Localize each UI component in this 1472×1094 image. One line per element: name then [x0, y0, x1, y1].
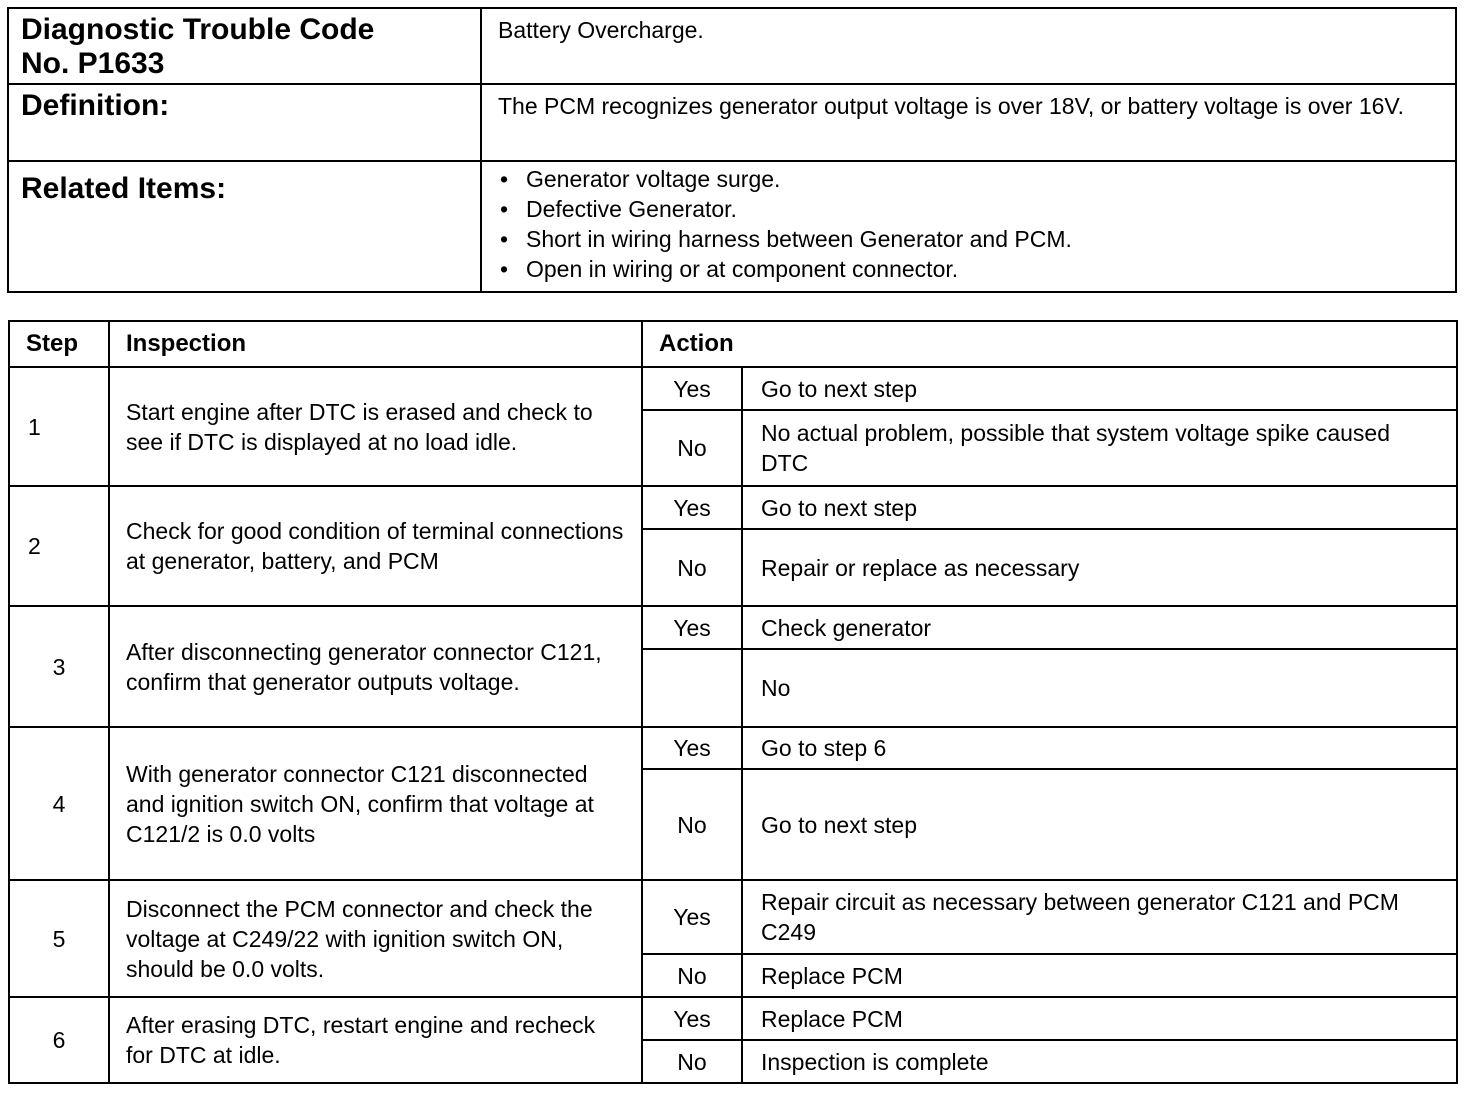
inspection-column-header: Inspection: [109, 321, 642, 367]
related-items-list: [498, 164, 1439, 284]
related-items-cell: [481, 161, 1456, 292]
dtc-code-label-line1: Diagnostic Trouble Code: [21, 13, 375, 46]
related-item: • Generator voltage surge.: [498, 164, 1439, 194]
no-action: Inspection is complete: [742, 1040, 1457, 1083]
inspection-text: With generator connector C121 disconnected and ignition switch ON, confirm that voltage at C121/2 is 0.0 volts: [109, 727, 642, 880]
step-column-header: Step: [9, 321, 109, 367]
inspection-text: After disconnecting generator connector C121, confirm that generator outputs voltage.: [109, 606, 642, 727]
yes-action: Go to next step: [742, 486, 1457, 529]
yes-label: Yes: [642, 727, 742, 769]
related-item: • Open in wiring or at component connector.: [498, 254, 1439, 284]
inspection-text: Check for good condition of terminal connections at generator, battery, and PCM: [109, 486, 642, 606]
related-item: • Defective Generator.: [498, 194, 1439, 224]
yes-label: Yes: [642, 486, 742, 529]
dtc-info-table: [7, 7, 1457, 293]
step-number: 3: [9, 606, 109, 727]
related-items-row: [8, 161, 1456, 292]
definition-value: The PCM recognizes generator output voltage is over 18V, or battery voltage is over 16V.: [481, 84, 1456, 161]
related-items-label: Related Items:: [8, 161, 481, 292]
no-action: Repair or replace as necessary: [742, 529, 1457, 606]
steps-header-row: [9, 321, 1457, 367]
no-label: No: [642, 769, 742, 880]
table-row: [9, 727, 1457, 769]
no-action: No actual problem, possible that system voltage spike caused DTC: [742, 410, 1457, 486]
no-label: [642, 649, 742, 727]
yes-label: Yes: [642, 880, 742, 954]
definition-label: Definition:: [8, 84, 481, 161]
dtc-code-label-line2: No. P1633: [21, 47, 165, 80]
table-row: [9, 367, 1457, 410]
dtc-code-value: Battery Overcharge.: [481, 8, 1456, 84]
dtc-code-row: [8, 8, 1456, 84]
inspection-text: After erasing DTC, restart engine and recheck for DTC at idle.: [109, 997, 642, 1083]
inspection-text: Disconnect the PCM connector and check the voltage at C249/22 with ignition switch ON, should be 0.0 volts.: [109, 880, 642, 997]
step-number: 4: [9, 727, 109, 880]
action-column-header: Action: [642, 321, 1457, 367]
step-number: 6: [9, 997, 109, 1083]
no-label: No: [642, 1040, 742, 1083]
yes-label: Yes: [642, 606, 742, 649]
steps-table: [8, 320, 1458, 1084]
yes-action: Go to next step: [742, 367, 1457, 410]
yes-action: Check generator: [742, 606, 1457, 649]
related-item: • Short in wiring harness between Generator and PCM.: [498, 224, 1439, 254]
no-label: No: [642, 410, 742, 486]
no-action: Go to next step: [742, 769, 1457, 880]
step-number: 1: [9, 367, 109, 486]
yes-action: Repair circuit as necessary between generator C121 and PCM C249: [742, 880, 1457, 954]
yes-action: Replace PCM: [742, 997, 1457, 1040]
yes-label: Yes: [642, 367, 742, 410]
definition-row: [8, 84, 1456, 161]
step-number: 5: [9, 880, 109, 997]
table-row: [9, 997, 1457, 1040]
no-label: No: [642, 529, 742, 606]
yes-label: Yes: [642, 997, 742, 1040]
no-action: No: [742, 649, 1457, 727]
yes-action: Go to step 6: [742, 727, 1457, 769]
table-row: [9, 486, 1457, 529]
step-number: 2: [9, 486, 109, 606]
no-action: Replace PCM: [742, 954, 1457, 997]
no-label: No: [642, 954, 742, 997]
table-row: [9, 880, 1457, 954]
inspection-text: Start engine after DTC is erased and check to see if DTC is displayed at no load idle.: [109, 367, 642, 486]
table-row: [9, 606, 1457, 649]
dtc-code-label: [8, 8, 481, 84]
